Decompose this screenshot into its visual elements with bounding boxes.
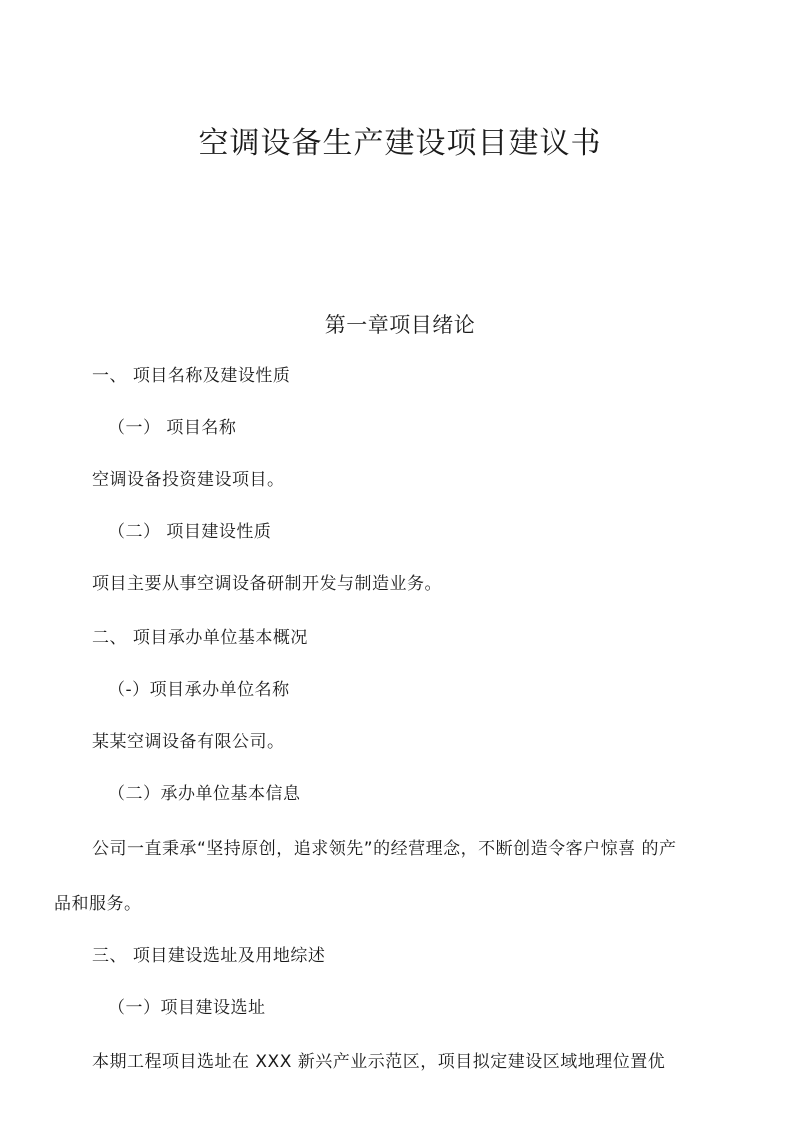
paragraph: 公司一直秉承“坚持原创，追求领先”的经营理念，不断创造令客户惊喜 的产 [92, 839, 677, 859]
document-title: 空调设备生产建设项目建议书 [198, 126, 602, 161]
paragraph: 本期工程项目选址在 XXX 新兴产业示范区，项目拟定建设区域地理位置优 [92, 1052, 666, 1072]
subsection-heading: （-）项目承办单位名称 [108, 680, 290, 700]
paragraph-continuation: 品和服务。 [54, 894, 142, 914]
section-heading: 一、 项目名称及建设性质 [92, 366, 291, 386]
subsection-heading: （二）承办单位基本信息 [108, 784, 301, 804]
subsection-heading: （二） 项目建设性质 [108, 522, 272, 542]
section-heading: 三、 项目建设选址及用地综述 [92, 946, 326, 966]
subsection-heading: （一）项目建设选址 [108, 998, 266, 1018]
subsection-heading: （一） 项目名称 [108, 418, 237, 438]
chapter-title: 第一章项目绪论 [324, 313, 476, 337]
paragraph: 空调设备投资建设项目。 [92, 470, 285, 490]
paragraph: 某某空调设备有限公司。 [92, 732, 285, 752]
section-heading: 二、 项目承办单位基本概况 [92, 628, 308, 648]
paragraph: 项目主要从事空调设备研制开发与制造业务。 [92, 574, 442, 594]
